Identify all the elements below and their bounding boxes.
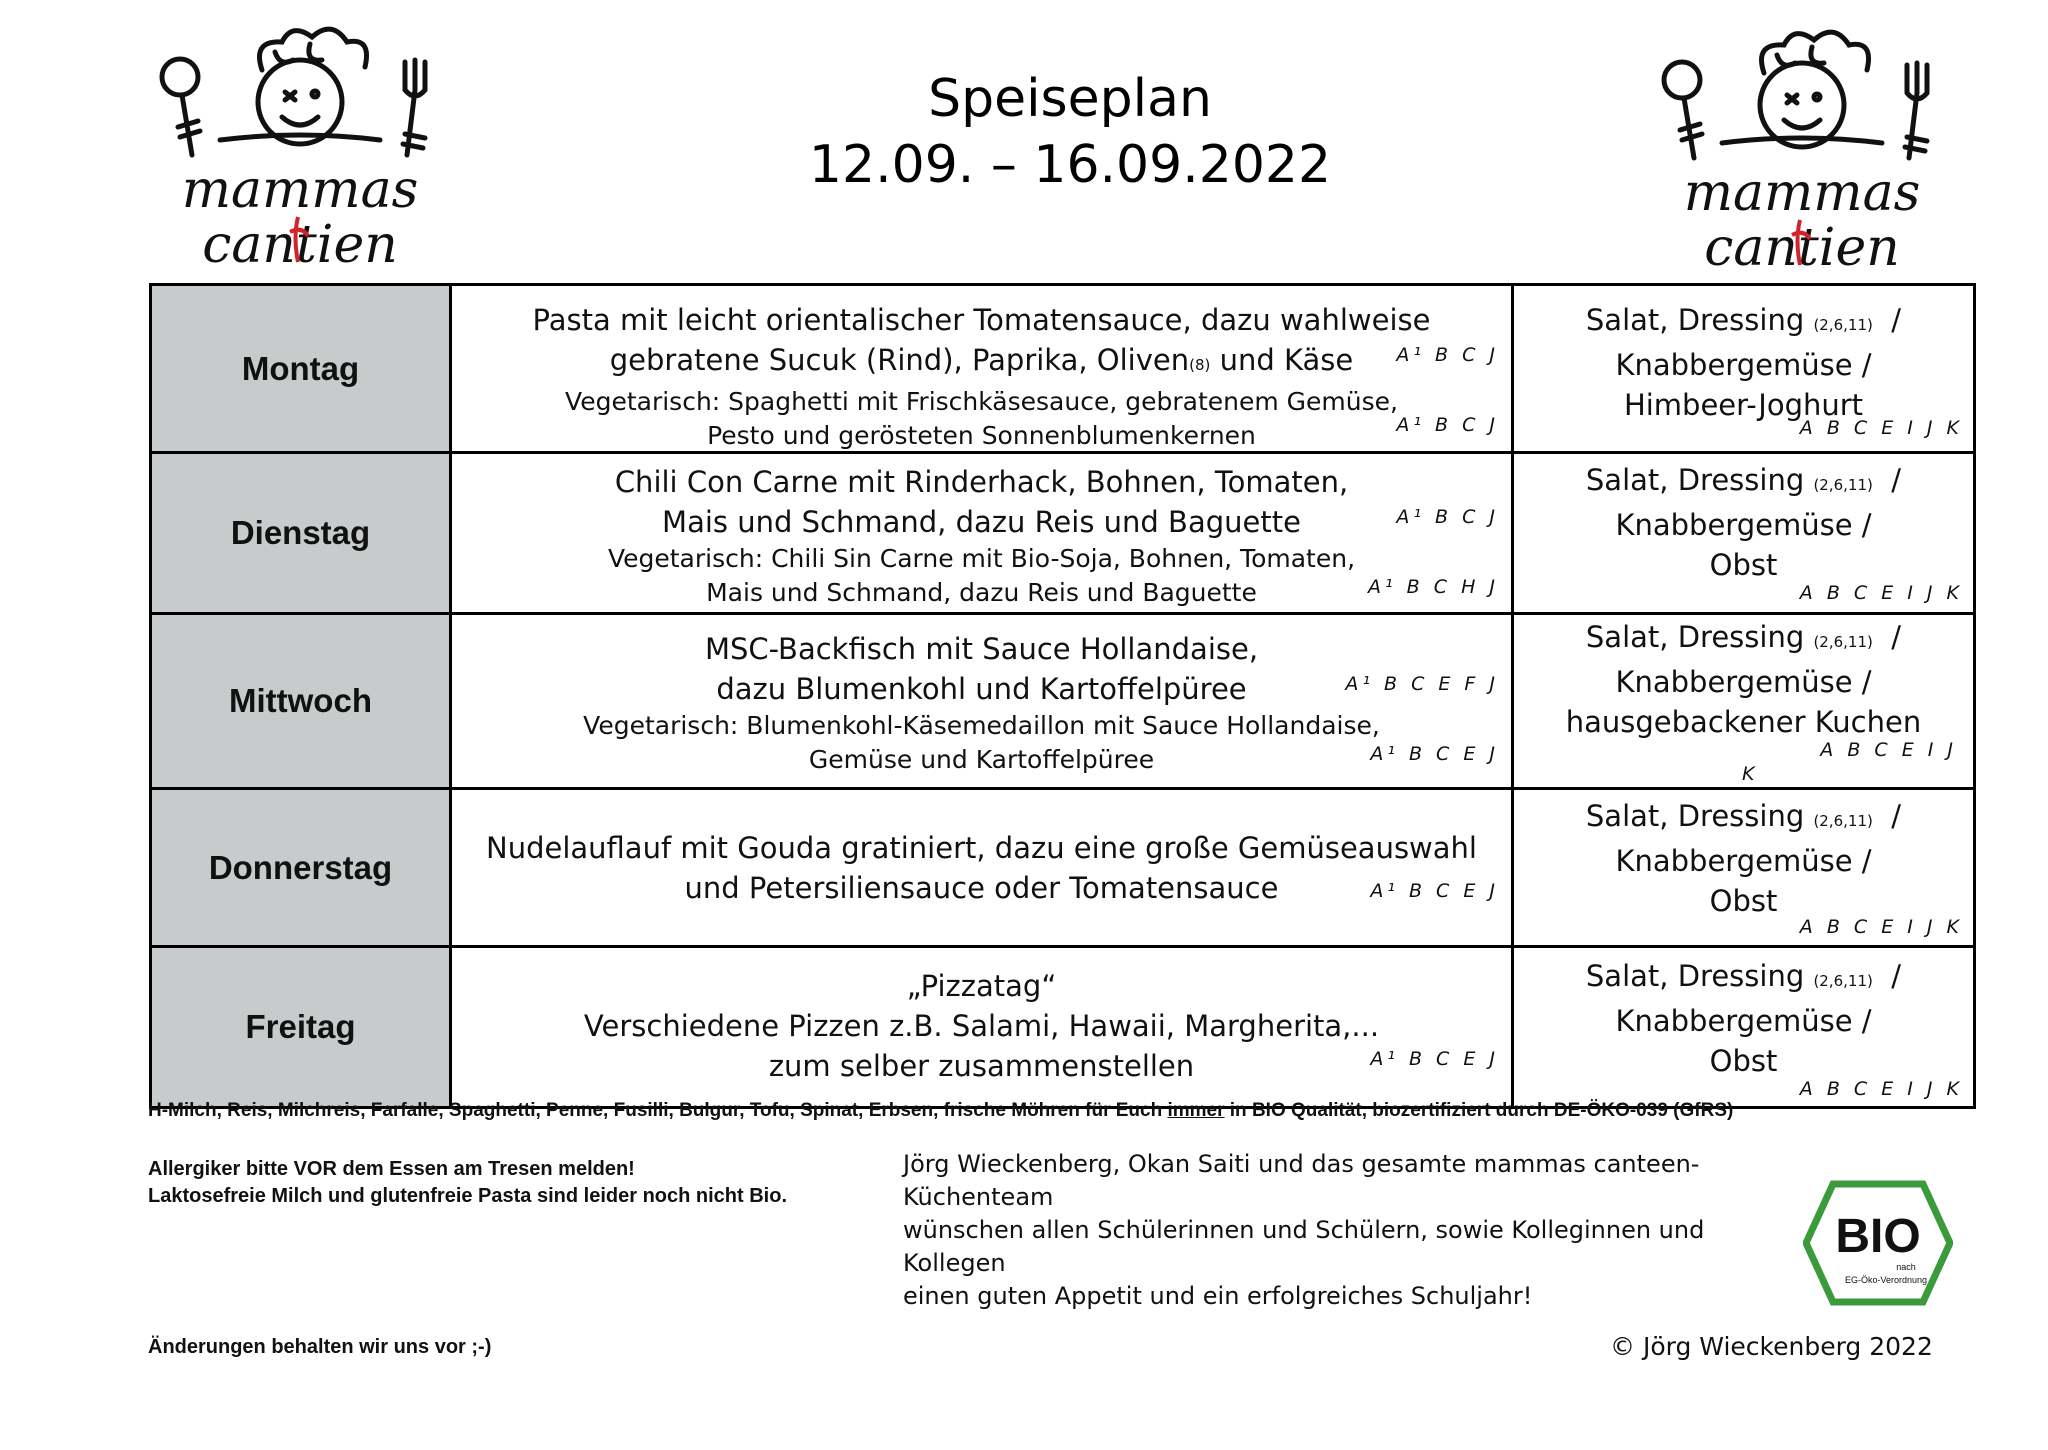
logo-text-cantien: cantien xyxy=(202,215,398,272)
allergen-codes: A¹ B C E J xyxy=(1370,1048,1499,1070)
dessert-line: hausgebackener Kuchen xyxy=(1565,705,1922,739)
logo-text-cantien: cantien xyxy=(1704,218,1900,275)
allergen-codes: A B C E I J xyxy=(1820,739,1957,761)
allergen-codes: A B C E I J K xyxy=(1799,582,1963,604)
main-dish-line: zum selber zusammenstellen xyxy=(768,1049,1195,1083)
additive-code: (2,6,11) xyxy=(1813,972,1873,990)
table-row xyxy=(151,614,1975,789)
additive-code: (8) xyxy=(1189,356,1211,374)
main-dish-cell xyxy=(451,285,1513,453)
main-dish-cell xyxy=(451,614,1513,789)
dessert-text: Salat, Dressing xyxy=(1585,620,1805,654)
veg-dish-line: Vegetarisch: Blumenkohl-Käsemedaillon mit Sauce Hollandaise, xyxy=(583,711,1380,740)
main-dish-line: Chili Con Carne mit Rinderhack, Bohnen, Tomaten, xyxy=(614,465,1349,499)
main-dish-line: Mais und Schmand, dazu Reis und Baguette xyxy=(662,505,1301,539)
dessert-line: Himbeer-Joghurt xyxy=(1623,388,1864,422)
allergen-codes: A¹ B C J xyxy=(1396,506,1499,528)
main-dish-line: und Petersiliensauce oder Tomatensauce xyxy=(684,870,1279,905)
bio-note-text: H-Milch, Reis, Milchreis, Farfalle, Spaghetti, Penne, Fusilli, Bulgur, Tofu, Spinat, Erbsen, frische Möhren für Euch xyxy=(148,1100,1168,1121)
mammas-cantien-logo-left xyxy=(150,22,450,272)
bio-seal-label: BIO xyxy=(1835,1210,1921,1263)
bio-note-emphasis: immer xyxy=(1167,1100,1225,1121)
dessert-line: Salat, Dressing (2,6,11) / xyxy=(1585,620,1902,654)
day-label: Freitag xyxy=(151,947,451,1108)
main-dish-line: Verschiedene Pizzen z.B. Salami, Hawaii, Margherita,... xyxy=(583,1009,1380,1043)
dessert-text: Salat, Dressing xyxy=(1585,303,1805,337)
allergen-codes: A¹ B C E J xyxy=(1370,880,1499,902)
allergy-note-line: Laktosefreie Milch und glutenfreie Pasta sind leider noch nicht Bio. xyxy=(148,1185,788,1207)
dessert-line: Obst xyxy=(1709,548,1778,582)
main-dish-text: und Käse xyxy=(1210,343,1354,377)
main-dish-line: dazu Blumenkohl und Kartoffelpüree xyxy=(716,672,1247,706)
dessert-line: Salat, Dressing (2,6,11) / xyxy=(1585,959,1902,993)
dessert-cell xyxy=(1513,789,1975,947)
main-dish-cell xyxy=(451,947,1513,1108)
mammas-cantien-logo-right xyxy=(1652,25,1952,275)
dessert-line: Knabbergemüse / xyxy=(1615,844,1872,878)
dessert-line: Knabbergemüse / xyxy=(1615,348,1872,382)
allergy-note-line: Allergiker bitte VOR dem Essen am Tresen melden! xyxy=(148,1158,635,1180)
allergen-codes: A¹ B C E F J xyxy=(1345,673,1499,695)
day-label: Montag xyxy=(151,285,451,453)
footer-copyright: © Jörg Wieckenberg 2022 xyxy=(1610,1332,1933,1361)
allergen-codes: A¹ B C J xyxy=(1396,414,1499,436)
mascot-icon xyxy=(1652,25,1952,275)
day-label: Dienstag xyxy=(151,453,451,614)
main-dish-line: MSC-Backfisch mit Sauce Hollandaise, xyxy=(704,632,1259,666)
allergen-codes: A¹ B C E J xyxy=(1370,743,1499,765)
allergen-codes: A¹ B C J xyxy=(1396,344,1499,366)
greeting-line: einen guten Appetit und ein erfolgreiches Schuljahr! xyxy=(903,1282,1533,1310)
bio-seal-subtext: nach xyxy=(1896,1262,1916,1272)
additive-code: (2,6,11) xyxy=(1813,633,1873,651)
dessert-cell xyxy=(1513,614,1975,789)
allergen-codes: A B C E I J K xyxy=(1799,1078,1963,1100)
allergy-notes xyxy=(148,1156,888,1210)
dessert-cell xyxy=(1513,453,1975,614)
dessert-line: Salat, Dressing (2,6,11) / xyxy=(1585,463,1902,497)
additive-code: (2,6,11) xyxy=(1813,316,1873,334)
allergen-codes: A¹ B C H J xyxy=(1368,576,1499,598)
main-dish-text: gebratene Sucuk (Rind), Paprika, Oliven xyxy=(609,343,1190,377)
logo-text-mammas: mammas xyxy=(1683,163,1921,223)
dessert-line: Salat, Dressing (2,6,11) / xyxy=(1585,303,1902,337)
veg-dish-line: Vegetarisch: Spaghetti mit Frischkäsesauce, gebratenem Gemüse, xyxy=(565,387,1398,416)
veg-dish-line: Vegetarisch: Chili Sin Carne mit Bio-Soja, Bohnen, Tomaten, xyxy=(607,544,1356,573)
additive-code: (2,6,11) xyxy=(1813,812,1873,830)
dessert-line: Knabbergemüse / xyxy=(1615,508,1872,542)
allergen-codes: A B C E I J K xyxy=(1799,417,1963,439)
dessert-line: Knabbergemüse / xyxy=(1615,665,1872,699)
bio-note-text: in BIO Qualität, biozertifiziert durch DE-ÖKO-039 (GfRS) xyxy=(1224,1100,1734,1121)
greeting-line: wünschen allen Schülerinnen und Schülern, sowie Kolleginnen und Kollegen xyxy=(903,1216,1705,1277)
bio-seal-icon xyxy=(1803,1180,1953,1306)
dessert-line: Salat, Dressing (2,6,11) / xyxy=(1585,799,1902,833)
title-text: Speiseplan xyxy=(928,69,1212,129)
dessert-text: Salat, Dressing xyxy=(1585,463,1805,497)
menu-table xyxy=(149,283,1976,1109)
veg-dish-line: Pesto und gerösteten Sonnenblumenkernen xyxy=(707,421,1256,450)
day-label: Mittwoch xyxy=(151,614,451,789)
greeting-line: Jörg Wieckenberg, Okan Saiti und das gesamte mammas canteen-Küchenteam xyxy=(903,1150,1700,1211)
main-dish-line: Nudelauflauf mit Gouda gratiniert, dazu eine große Gemüseauswahl xyxy=(486,830,1477,865)
bio-quality-note xyxy=(148,1100,1978,1122)
dessert-cell xyxy=(1513,285,1975,453)
dessert-text: Salat, Dressing xyxy=(1585,959,1805,993)
page-title xyxy=(700,66,1440,198)
table-row xyxy=(151,285,1975,453)
table-row xyxy=(151,789,1975,947)
main-dish-cell xyxy=(451,453,1513,614)
dessert-line: Knabbergemüse / xyxy=(1615,1004,1872,1038)
main-dish-cell xyxy=(451,789,1513,947)
dessert-cell xyxy=(1513,947,1975,1108)
allergen-codes: K xyxy=(1742,763,1759,785)
day-label: Donnerstag xyxy=(151,789,451,947)
footer-disclaimer: Änderungen behalten wir uns vor ;-) xyxy=(148,1336,492,1358)
main-dish-line: „Pizzatag“ xyxy=(906,969,1057,1003)
main-dish-line: Pasta mit leicht orientalischer Tomatensauce, dazu wahlweise xyxy=(532,303,1431,337)
veg-dish-line: Gemüse und Kartoffelpüree xyxy=(808,745,1155,774)
date-range: 12.09. – 16.09.2022 xyxy=(808,135,1332,195)
dessert-line: Obst xyxy=(1709,884,1778,918)
allergen-codes: A B C E I J K xyxy=(1799,916,1963,938)
main-dish-line xyxy=(452,340,1511,385)
logo-text-mammas: mammas xyxy=(181,160,419,220)
table-row xyxy=(151,947,1975,1108)
bio-seal-subtext: EG-Öko-Verordnung xyxy=(1844,1275,1928,1285)
additive-code: (2,6,11) xyxy=(1813,476,1873,494)
table-row xyxy=(151,453,1975,614)
veg-dish-line: Mais und Schmand, dazu Reis und Baguette xyxy=(706,578,1257,607)
dessert-text: Salat, Dressing xyxy=(1585,799,1805,833)
mascot-icon xyxy=(150,22,450,272)
dessert-line: Obst xyxy=(1709,1044,1778,1078)
greeting-notes xyxy=(903,1148,1763,1313)
